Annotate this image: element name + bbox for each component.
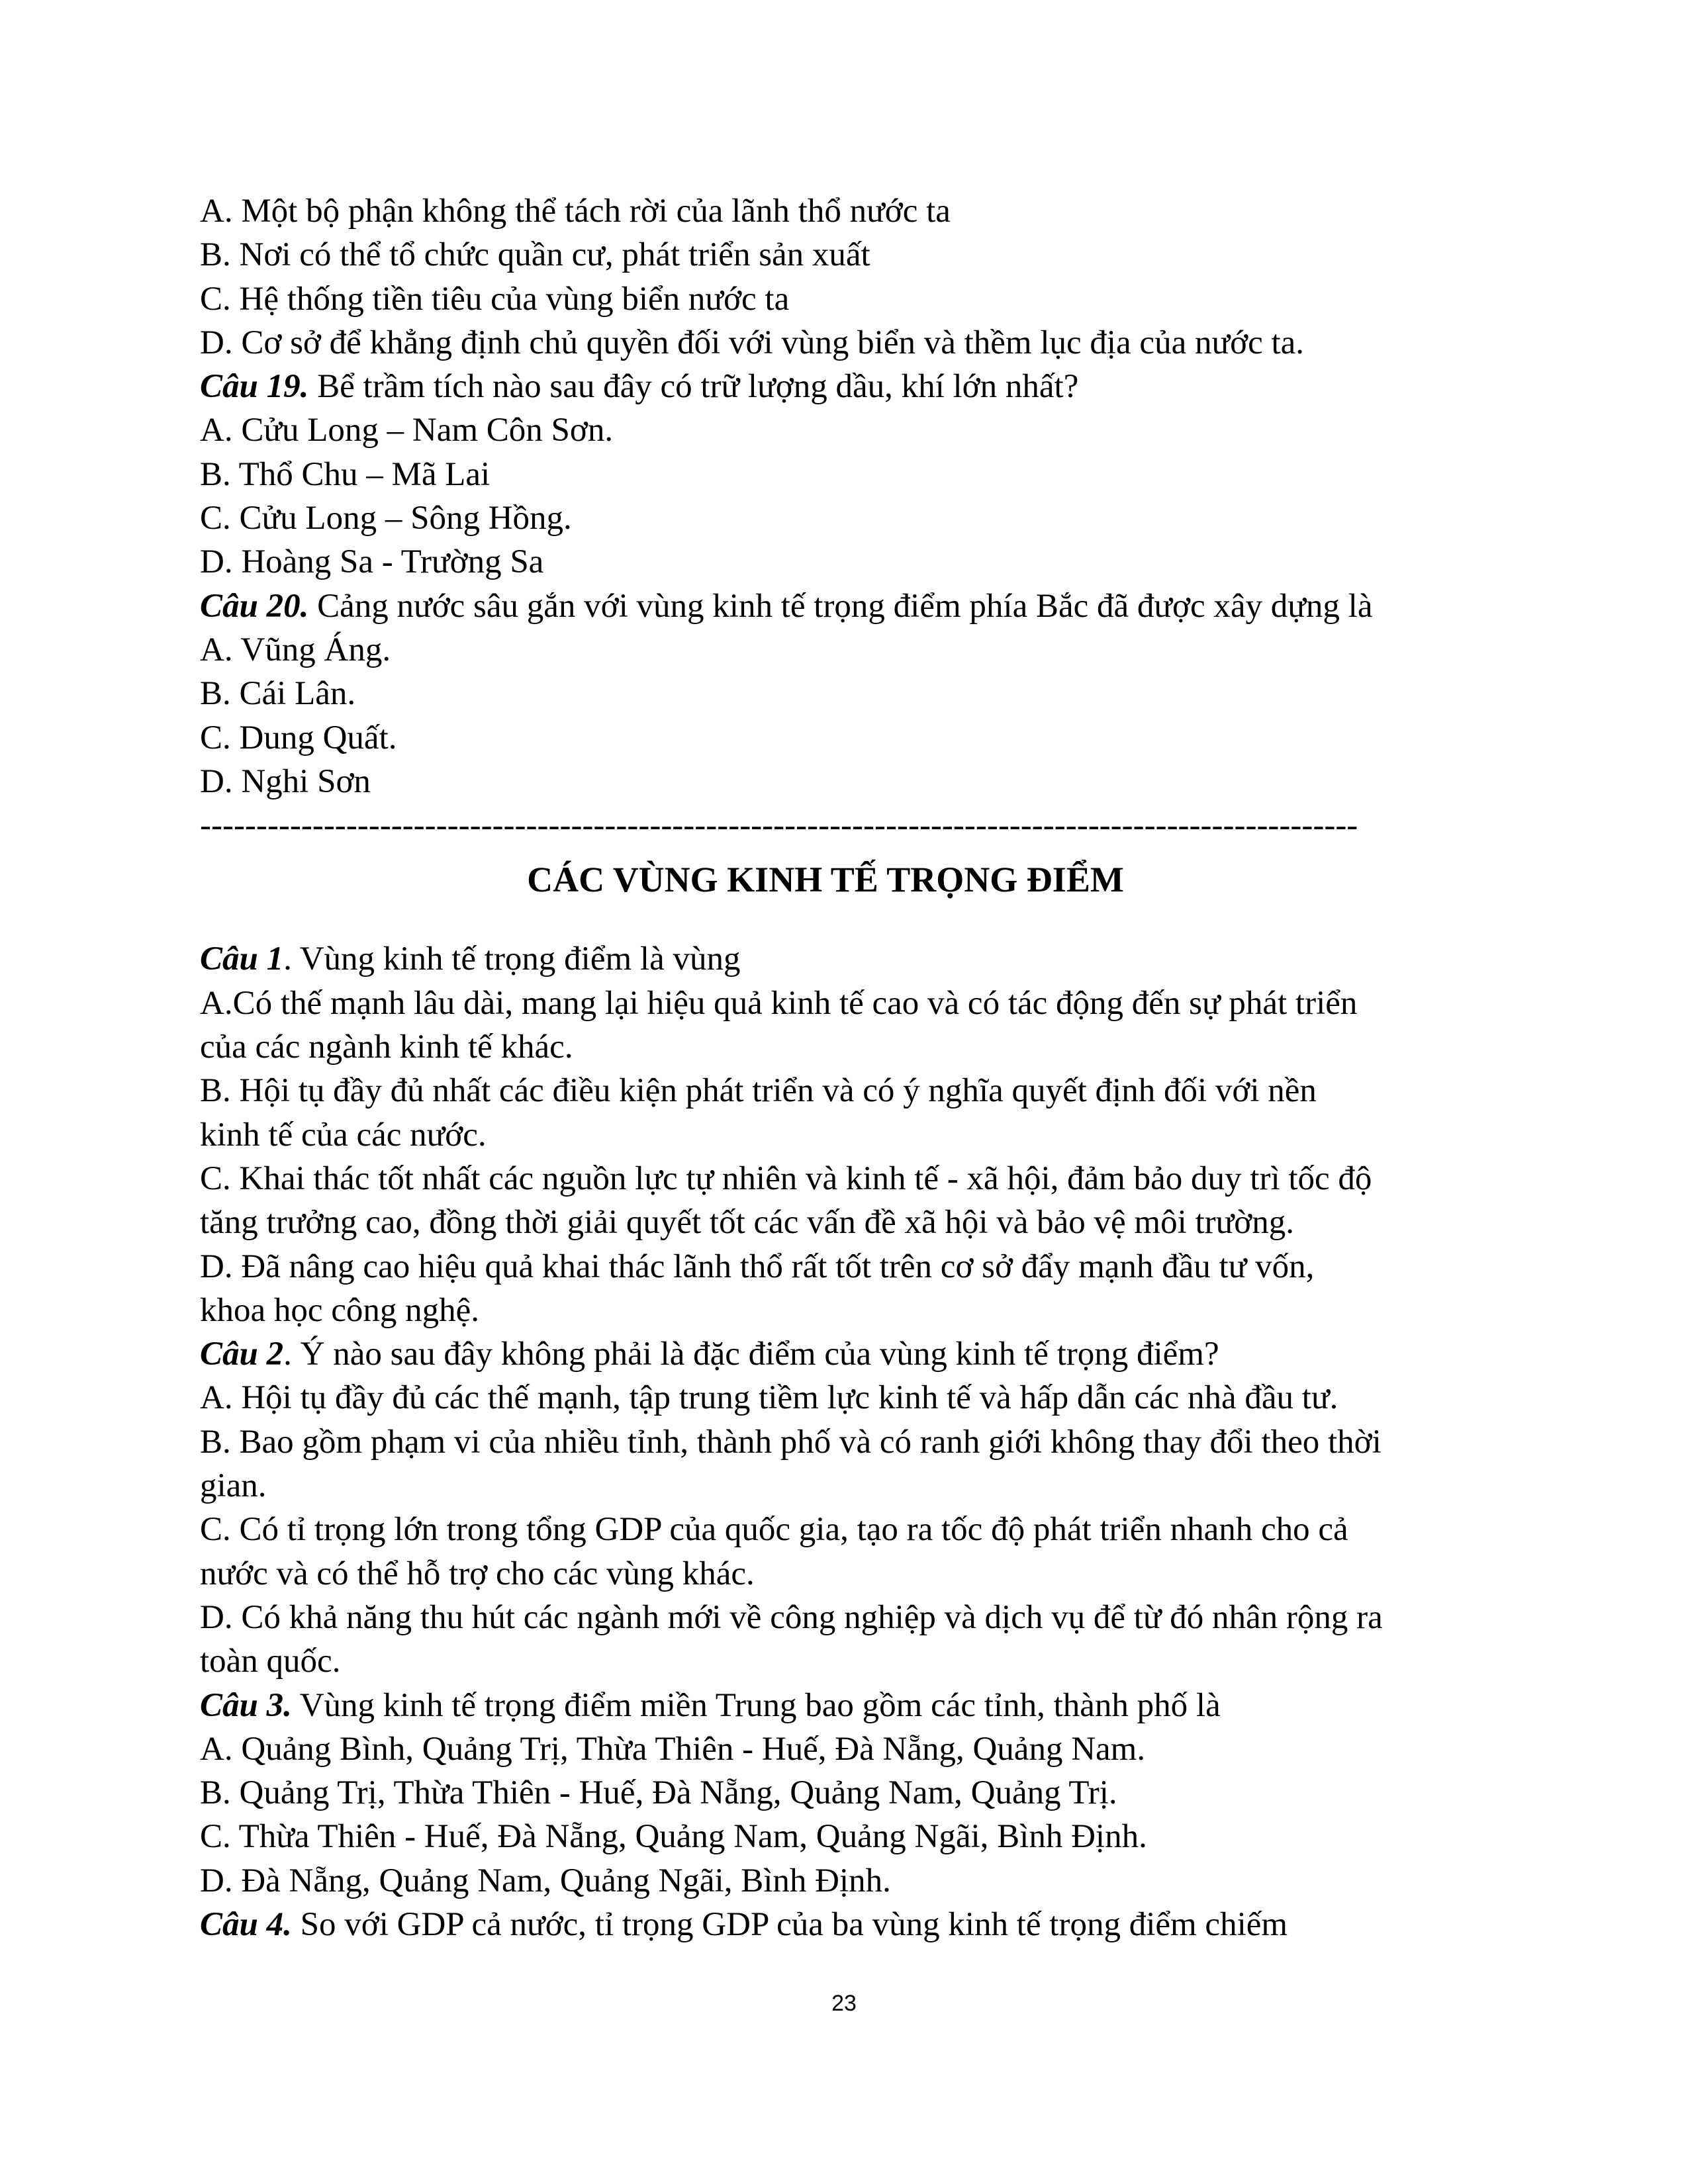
q19-stem bbox=[200, 365, 1550, 408]
q20-text: Cảng nước sâu gắn với vùng kinh tế trọng điểm phía Bắc đã được xây dựng là bbox=[308, 587, 1373, 625]
s2q3-option-d: D. Đà Nẵng, Quảng Nam, Quảng Ngãi, Bình Định. bbox=[200, 1862, 891, 1899]
q20-option-d: D. Nghi Sơn bbox=[200, 762, 371, 800]
s2q2-line: gian. bbox=[200, 1467, 267, 1505]
q18-option-a: A. Một bộ phận không thể tách rời của lãnh thổ nước ta bbox=[200, 193, 951, 230]
question-19 bbox=[200, 365, 1550, 584]
section-title: CÁC VÙNG KINH TẾ TRỌNG ĐIỂM bbox=[527, 860, 1124, 900]
s2q3-option-c: C. Thừa Thiên - Huế, Đà Nẵng, Quảng Nam, Quảng Ngãi, Bình Định. bbox=[200, 1818, 1147, 1856]
s2q4-label: Câu 4. bbox=[200, 1905, 292, 1943]
q20-option-c: C. Dung Quất. bbox=[200, 719, 397, 756]
question-20 bbox=[200, 584, 1550, 803]
s2q3-option-b: B. Quảng Trị, Thừa Thiên - Huế, Đà Nẵng, Quảng Nam, Quảng Trị. bbox=[200, 1774, 1117, 1812]
s2q1-line: của các ngành kinh tế khác. bbox=[200, 1028, 573, 1066]
document-body bbox=[200, 189, 1550, 1946]
q20-option-a: A. Vũng Áng. bbox=[200, 631, 391, 668]
s2q2-stem bbox=[200, 1332, 1550, 1376]
s2q1-stem bbox=[200, 937, 1550, 981]
s2q2-line: toàn quốc. bbox=[200, 1643, 341, 1680]
s2q1-line: A.Có thế mạnh lâu dài, mang lại hiệu quả kinh tế cao và có tác động đến sự phát triển bbox=[200, 984, 1358, 1022]
section-separator: ------------------------------------------------------------------------------------------------------- bbox=[200, 807, 1358, 844]
section2-question-1 bbox=[200, 937, 1550, 1332]
section2-question-4 bbox=[200, 1903, 1550, 1946]
s2q2-text: . Ý nào sau đây không phải là đặc điểm của vùng kinh tế trọng điểm? bbox=[283, 1336, 1219, 1373]
section2-question-3 bbox=[200, 1684, 1550, 1903]
s2q4-stem bbox=[200, 1903, 1550, 1946]
q19-text: Bể trầm tích nào sau đây có trữ lượng dầu, khí lớn nhất? bbox=[308, 368, 1079, 406]
s2q2-line: nước và có thể hỗ trợ cho các vùng khác. bbox=[200, 1555, 755, 1592]
q20-label: Câu 20. bbox=[200, 587, 309, 625]
s2q2-line: C. Có tỉ trọng lớn trong tổng GDP của quốc gia, tạo ra tốc độ phát triển nhanh cho cả bbox=[200, 1511, 1348, 1549]
s2q1-text: . Vùng kinh tế trọng điểm là vùng bbox=[283, 940, 741, 978]
question-18-options bbox=[200, 189, 1550, 365]
q20-stem bbox=[200, 584, 1550, 628]
q19-label: Câu 19. bbox=[200, 368, 309, 406]
q19-option-b: B. Thổ Chu – Mã Lai bbox=[200, 455, 491, 493]
s2q3-text: Vùng kinh tế trọng điểm miền Trung bao gồm các tỉnh, thành phố là bbox=[291, 1686, 1221, 1724]
s2q3-label: Câu 3. bbox=[200, 1686, 292, 1724]
s2q3-stem bbox=[200, 1684, 1550, 1727]
s2q2-line: D. Có khả năng thu hút các ngành mới về công nghiệp và dịch vụ để từ đó nhân rộng ra bbox=[200, 1598, 1383, 1636]
s2q1-label: Câu 1 bbox=[200, 940, 284, 978]
s2q2-line: B. Bao gồm phạm vi của nhiều tỉnh, thành phố và có ranh giới không thay đổi theo thời bbox=[200, 1423, 1382, 1461]
s2q1-line: tăng trưởng cao, đồng thời giải quyết tốt các vấn đề xã hội và bảo vệ môi trường. bbox=[200, 1204, 1295, 1242]
page-number: 23 bbox=[831, 1991, 857, 2016]
s2q4-text: So với GDP cả nước, tỉ trọng GDP của ba vùng kinh tế trọng điểm chiếm bbox=[291, 1905, 1288, 1943]
q19-option-d: D. Hoàng Sa - Trường Sa bbox=[200, 543, 544, 581]
s2q2-label: Câu 2 bbox=[200, 1336, 284, 1373]
s2q1-line: C. Khai thác tốt nhất các nguồn lực tự nhiên và kinh tế - xã hội, đảm bảo duy trì tốc độ bbox=[200, 1160, 1372, 1197]
s2q1-line: kinh tế của các nước. bbox=[200, 1116, 487, 1154]
q18-option-c: C. Hệ thống tiền tiêu của vùng biển nước ta bbox=[200, 280, 790, 318]
q18-option-b: B. Nơi có thể tổ chức quần cư, phát triển sản xuất bbox=[200, 236, 870, 274]
section2-question-2 bbox=[200, 1332, 1550, 1683]
s2q2-line: A. Hội tụ đầy đủ các thế mạnh, tập trung tiềm lực kinh tế và hấp dẫn các nhà đầu tư. bbox=[200, 1379, 1338, 1417]
q18-option-d: D. Cơ sở để khẳng định chủ quyền đối với vùng biển và thềm lục địa của nước ta. bbox=[200, 324, 1305, 361]
s2q3-option-a: A. Quảng Bình, Quảng Trị, Thừa Thiên - Huế, Đà Nẵng, Quảng Nam. bbox=[200, 1730, 1146, 1768]
s2q1-line: B. Hội tụ đầy đủ nhất các điều kiện phát triển và có ý nghĩa quyết định đối với nền bbox=[200, 1072, 1317, 1110]
q19-option-a: A. Cửu Long – Nam Côn Sơn. bbox=[200, 412, 614, 449]
q19-option-c: C. Cửu Long – Sông Hồng. bbox=[200, 500, 572, 537]
q20-option-b: B. Cái Lân. bbox=[200, 675, 356, 713]
s2q1-line: D. Đã nâng cao hiệu quả khai thác lãnh thổ rất tốt trên cơ sở đẩy mạnh đầu tư vốn, bbox=[200, 1248, 1315, 1285]
s2q1-line: khoa học công nghệ. bbox=[200, 1291, 480, 1329]
